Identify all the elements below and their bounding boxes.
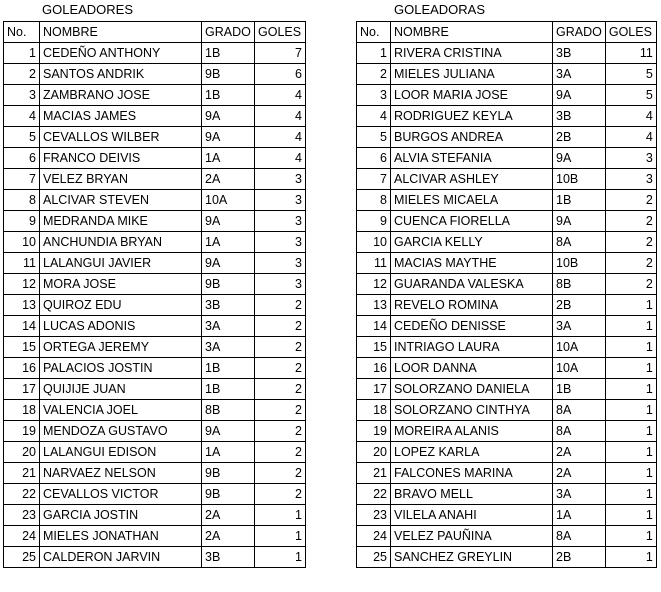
player-name: LALANGUI JAVIER [40, 253, 202, 274]
player-name: QUIROZ EDU [40, 295, 202, 316]
row-number: 4 [4, 106, 40, 127]
player-grade: 1A [202, 442, 255, 463]
row-number: 21 [357, 463, 391, 484]
player-grade: 1A [202, 148, 255, 169]
player-goals: 3 [255, 169, 306, 190]
player-goals: 1 [605, 526, 656, 547]
header-no: No. [4, 22, 40, 43]
header-grade: GRADO [553, 22, 606, 43]
player-goals: 2 [255, 337, 306, 358]
player-grade: 3A [553, 64, 606, 85]
row-number: 7 [357, 169, 391, 190]
table-row [357, 337, 657, 358]
player-name: LUCAS ADONIS [40, 316, 202, 337]
row-number: 16 [357, 358, 391, 379]
player-name: FRANCO DEIVIS [40, 148, 202, 169]
player-goals: 1 [605, 484, 656, 505]
player-name: BURGOS ANDREA [391, 127, 553, 148]
player-name: FALCONES MARINA [391, 463, 553, 484]
player-goals: 4 [605, 127, 656, 148]
row-number: 13 [357, 295, 391, 316]
row-number: 3 [4, 85, 40, 106]
row-number: 1 [4, 43, 40, 64]
table-row [357, 484, 657, 505]
player-name: LOOR DANNA [391, 358, 553, 379]
row-number: 11 [357, 253, 391, 274]
player-name: CEVALLOS WILBER [40, 127, 202, 148]
table-row [4, 106, 306, 127]
player-grade: 1B [202, 358, 255, 379]
player-grade: 9B [202, 274, 255, 295]
table-row [357, 274, 657, 295]
row-number: 18 [357, 400, 391, 421]
player-goals: 1 [605, 337, 656, 358]
player-grade: 9A [202, 253, 255, 274]
player-goals: 1 [605, 295, 656, 316]
row-number: 23 [4, 505, 40, 526]
header-name: NOMBRE [40, 22, 202, 43]
player-name: RODRIGUEZ KEYLA [391, 106, 553, 127]
table-row [4, 379, 306, 400]
player-grade: 3B [553, 43, 606, 64]
table-row [4, 274, 306, 295]
player-goals: 3 [605, 169, 656, 190]
player-grade: 2B [553, 295, 606, 316]
row-number: 17 [357, 379, 391, 400]
player-name: SANCHEZ GREYLIN [391, 547, 553, 568]
table-row [4, 358, 306, 379]
player-goals: 1 [605, 379, 656, 400]
player-name: MENDOZA GUSTAVO [40, 421, 202, 442]
player-goals: 2 [255, 316, 306, 337]
row-number: 9 [357, 211, 391, 232]
player-name: REVELO ROMINA [391, 295, 553, 316]
table-row [357, 43, 657, 64]
header-name: NOMBRE [391, 22, 553, 43]
player-grade: 8B [202, 400, 255, 421]
table-row [357, 463, 657, 484]
table-row [4, 505, 306, 526]
player-name: CEVALLOS VICTOR [40, 484, 202, 505]
player-grade: 9B [202, 463, 255, 484]
player-grade: 10A [553, 358, 606, 379]
goleadoras-title: GOLEADORAS [394, 2, 486, 17]
player-name: ALVIA STEFANIA [391, 148, 553, 169]
player-name: MOREIRA ALANIS [391, 421, 553, 442]
table-row [357, 442, 657, 463]
player-goals: 1 [605, 400, 656, 421]
player-name: MIELES MICAELA [391, 190, 553, 211]
row-number: 4 [357, 106, 391, 127]
header-row [357, 22, 657, 43]
player-goals: 1 [255, 505, 306, 526]
player-name: ORTEGA JEREMY [40, 337, 202, 358]
player-grade: 1B [202, 379, 255, 400]
player-grade: 8A [553, 400, 606, 421]
player-grade: 3A [553, 316, 606, 337]
player-name: MACIAS MAYTHE [391, 253, 553, 274]
table-row [4, 148, 306, 169]
table-row [4, 484, 306, 505]
player-name: SANTOS ANDRIK [40, 64, 202, 85]
player-goals: 2 [605, 211, 656, 232]
player-grade: 9A [553, 211, 606, 232]
player-grade: 9A [553, 148, 606, 169]
header-no: No. [357, 22, 391, 43]
table-row [357, 169, 657, 190]
player-grade: 2A [553, 463, 606, 484]
player-goals: 5 [605, 64, 656, 85]
table-row [4, 43, 306, 64]
row-number: 11 [4, 253, 40, 274]
player-grade: 3A [553, 484, 606, 505]
row-number: 3 [357, 85, 391, 106]
player-grade: 9A [202, 127, 255, 148]
row-number: 18 [4, 400, 40, 421]
row-number: 8 [4, 190, 40, 211]
player-name: VELEZ PAUÑINA [391, 526, 553, 547]
player-goals: 1 [255, 547, 306, 568]
player-name: MIELES JONATHAN [40, 526, 202, 547]
row-number: 20 [4, 442, 40, 463]
player-name: VILELA ANAHI [391, 505, 553, 526]
player-name: MEDRANDA MIKE [40, 211, 202, 232]
table-row [4, 421, 306, 442]
player-name: SOLORZANO DANIELA [391, 379, 553, 400]
header-row [4, 22, 306, 43]
player-goals: 1 [605, 421, 656, 442]
player-name: GUARANDA VALESKA [391, 274, 553, 295]
player-name: NARVAEZ NELSON [40, 463, 202, 484]
player-goals: 3 [255, 190, 306, 211]
row-number: 12 [4, 274, 40, 295]
player-grade: 1B [202, 43, 255, 64]
player-goals: 1 [605, 505, 656, 526]
row-number: 5 [357, 127, 391, 148]
player-goals: 2 [255, 484, 306, 505]
player-grade: 9A [202, 106, 255, 127]
table-row [4, 253, 306, 274]
table-row [357, 526, 657, 547]
player-grade: 1B [553, 379, 606, 400]
player-goals: 2 [605, 190, 656, 211]
table-row [4, 526, 306, 547]
table-row [4, 463, 306, 484]
player-grade: 9B [202, 484, 255, 505]
row-number: 19 [357, 421, 391, 442]
table-row [357, 253, 657, 274]
player-goals: 2 [605, 253, 656, 274]
player-goals: 3 [255, 232, 306, 253]
row-number: 10 [4, 232, 40, 253]
player-goals: 4 [255, 106, 306, 127]
row-number: 25 [4, 547, 40, 568]
table-row [4, 547, 306, 568]
player-grade: 3A [202, 316, 255, 337]
table-row [4, 337, 306, 358]
row-number: 14 [4, 316, 40, 337]
goleadores-title: GOLEADORES [42, 2, 134, 17]
player-name: MACIAS JAMES [40, 106, 202, 127]
player-grade: 2A [202, 526, 255, 547]
player-goals: 2 [255, 463, 306, 484]
player-grade: 9A [202, 211, 255, 232]
row-number: 2 [4, 64, 40, 85]
table-row [357, 547, 657, 568]
player-goals: 2 [605, 274, 656, 295]
row-number: 13 [4, 295, 40, 316]
player-name: CEDEÑO DENISSE [391, 316, 553, 337]
player-name: INTRIAGO LAURA [391, 337, 553, 358]
row-number: 1 [357, 43, 391, 64]
player-name: LALANGUI EDISON [40, 442, 202, 463]
table-row [357, 358, 657, 379]
player-grade: 9B [202, 64, 255, 85]
table-row [357, 127, 657, 148]
player-name: MORA JOSE [40, 274, 202, 295]
row-number: 9 [4, 211, 40, 232]
table-row [4, 316, 306, 337]
table-row [357, 232, 657, 253]
player-goals: 2 [255, 421, 306, 442]
table-row [357, 211, 657, 232]
player-grade: 2A [202, 505, 255, 526]
player-name: LOPEZ KARLA [391, 442, 553, 463]
table-row [357, 379, 657, 400]
player-goals: 1 [255, 526, 306, 547]
row-number: 22 [357, 484, 391, 505]
player-grade: 3A [202, 337, 255, 358]
table-row [357, 190, 657, 211]
player-grade: 9A [553, 85, 606, 106]
player-name: BRAVO MELL [391, 484, 553, 505]
player-grade: 1B [202, 85, 255, 106]
player-grade: 2B [553, 547, 606, 568]
player-goals: 2 [255, 400, 306, 421]
player-name: GARCIA KELLY [391, 232, 553, 253]
row-number: 22 [4, 484, 40, 505]
player-grade: 1A [202, 232, 255, 253]
table-row [4, 400, 306, 421]
player-goals: 1 [605, 547, 656, 568]
player-goals: 6 [255, 64, 306, 85]
player-grade: 2B [553, 127, 606, 148]
row-number: 19 [4, 421, 40, 442]
table-row [4, 169, 306, 190]
row-number: 14 [357, 316, 391, 337]
player-name: PALACIOS JOSTIN [40, 358, 202, 379]
player-goals: 1 [605, 358, 656, 379]
player-grade: 8A [553, 232, 606, 253]
table-row [357, 421, 657, 442]
player-name: LOOR MARIA JOSE [391, 85, 553, 106]
goleadoras-table [356, 21, 657, 568]
player-goals: 3 [255, 211, 306, 232]
table-row [357, 316, 657, 337]
table-row [4, 85, 306, 106]
player-grade: 3B [202, 295, 255, 316]
player-name: GARCIA JOSTIN [40, 505, 202, 526]
table-row [4, 232, 306, 253]
table-row [357, 106, 657, 127]
player-goals: 4 [255, 127, 306, 148]
player-goals: 3 [605, 148, 656, 169]
player-name: ANCHUNDIA BRYAN [40, 232, 202, 253]
player-name: VALENCIA JOEL [40, 400, 202, 421]
player-goals: 4 [605, 106, 656, 127]
player-name: QUIJIJE JUAN [40, 379, 202, 400]
row-number: 6 [4, 148, 40, 169]
player-goals: 4 [255, 85, 306, 106]
table-row [357, 400, 657, 421]
table-row [4, 295, 306, 316]
table-row [357, 64, 657, 85]
player-name: ZAMBRANO JOSE [40, 85, 202, 106]
row-number: 24 [357, 526, 391, 547]
row-number: 6 [357, 148, 391, 169]
player-goals: 7 [255, 43, 306, 64]
table-row [4, 127, 306, 148]
player-name: RIVERA CRISTINA [391, 43, 553, 64]
player-goals: 2 [255, 379, 306, 400]
header-goals: GOLES [605, 22, 656, 43]
player-goals: 1 [605, 316, 656, 337]
player-grade: 1A [553, 505, 606, 526]
row-number: 7 [4, 169, 40, 190]
player-goals: 5 [605, 85, 656, 106]
player-goals: 2 [255, 358, 306, 379]
player-grade: 10A [202, 190, 255, 211]
row-number: 16 [4, 358, 40, 379]
table-row [4, 190, 306, 211]
row-number: 10 [357, 232, 391, 253]
row-number: 12 [357, 274, 391, 295]
table-row [357, 295, 657, 316]
table-row [357, 85, 657, 106]
header-goals: GOLES [255, 22, 306, 43]
player-name: SOLORZANO CINTHYA [391, 400, 553, 421]
player-name: MIELES JULIANA [391, 64, 553, 85]
player-grade: 2A [553, 442, 606, 463]
player-name: CALDERON JARVIN [40, 547, 202, 568]
player-grade: 1B [553, 190, 606, 211]
player-grade: 2A [202, 169, 255, 190]
goleadores-table [3, 21, 306, 568]
row-number: 20 [357, 442, 391, 463]
table-row [357, 148, 657, 169]
player-grade: 8B [553, 274, 606, 295]
row-number: 24 [4, 526, 40, 547]
table-row [4, 64, 306, 85]
player-name: CUENCA FIORELLA [391, 211, 553, 232]
table-row [4, 442, 306, 463]
row-number: 8 [357, 190, 391, 211]
player-grade: 9A [202, 421, 255, 442]
row-number: 25 [357, 547, 391, 568]
header-grade: GRADO [202, 22, 255, 43]
player-goals: 1 [605, 463, 656, 484]
player-goals: 1 [605, 442, 656, 463]
player-grade: 10A [553, 337, 606, 358]
table-row [4, 211, 306, 232]
player-grade: 3B [202, 547, 255, 568]
player-name: ALCIVAR STEVEN [40, 190, 202, 211]
player-goals: 3 [255, 253, 306, 274]
player-name: CEDEÑO ANTHONY [40, 43, 202, 64]
player-goals: 3 [255, 274, 306, 295]
row-number: 2 [357, 64, 391, 85]
row-number: 17 [4, 379, 40, 400]
player-name: ALCIVAR ASHLEY [391, 169, 553, 190]
row-number: 21 [4, 463, 40, 484]
player-grade: 8A [553, 526, 606, 547]
player-goals: 2 [255, 295, 306, 316]
row-number: 23 [357, 505, 391, 526]
player-name: VELEZ BRYAN [40, 169, 202, 190]
row-number: 15 [357, 337, 391, 358]
player-grade: 10B [553, 169, 606, 190]
row-number: 5 [4, 127, 40, 148]
player-grade: 10B [553, 253, 606, 274]
row-number: 15 [4, 337, 40, 358]
player-goals: 4 [255, 148, 306, 169]
player-goals: 2 [605, 232, 656, 253]
player-goals: 11 [605, 43, 656, 64]
player-goals: 2 [255, 442, 306, 463]
table-row [357, 505, 657, 526]
player-grade: 8A [553, 421, 606, 442]
player-grade: 3B [553, 106, 606, 127]
